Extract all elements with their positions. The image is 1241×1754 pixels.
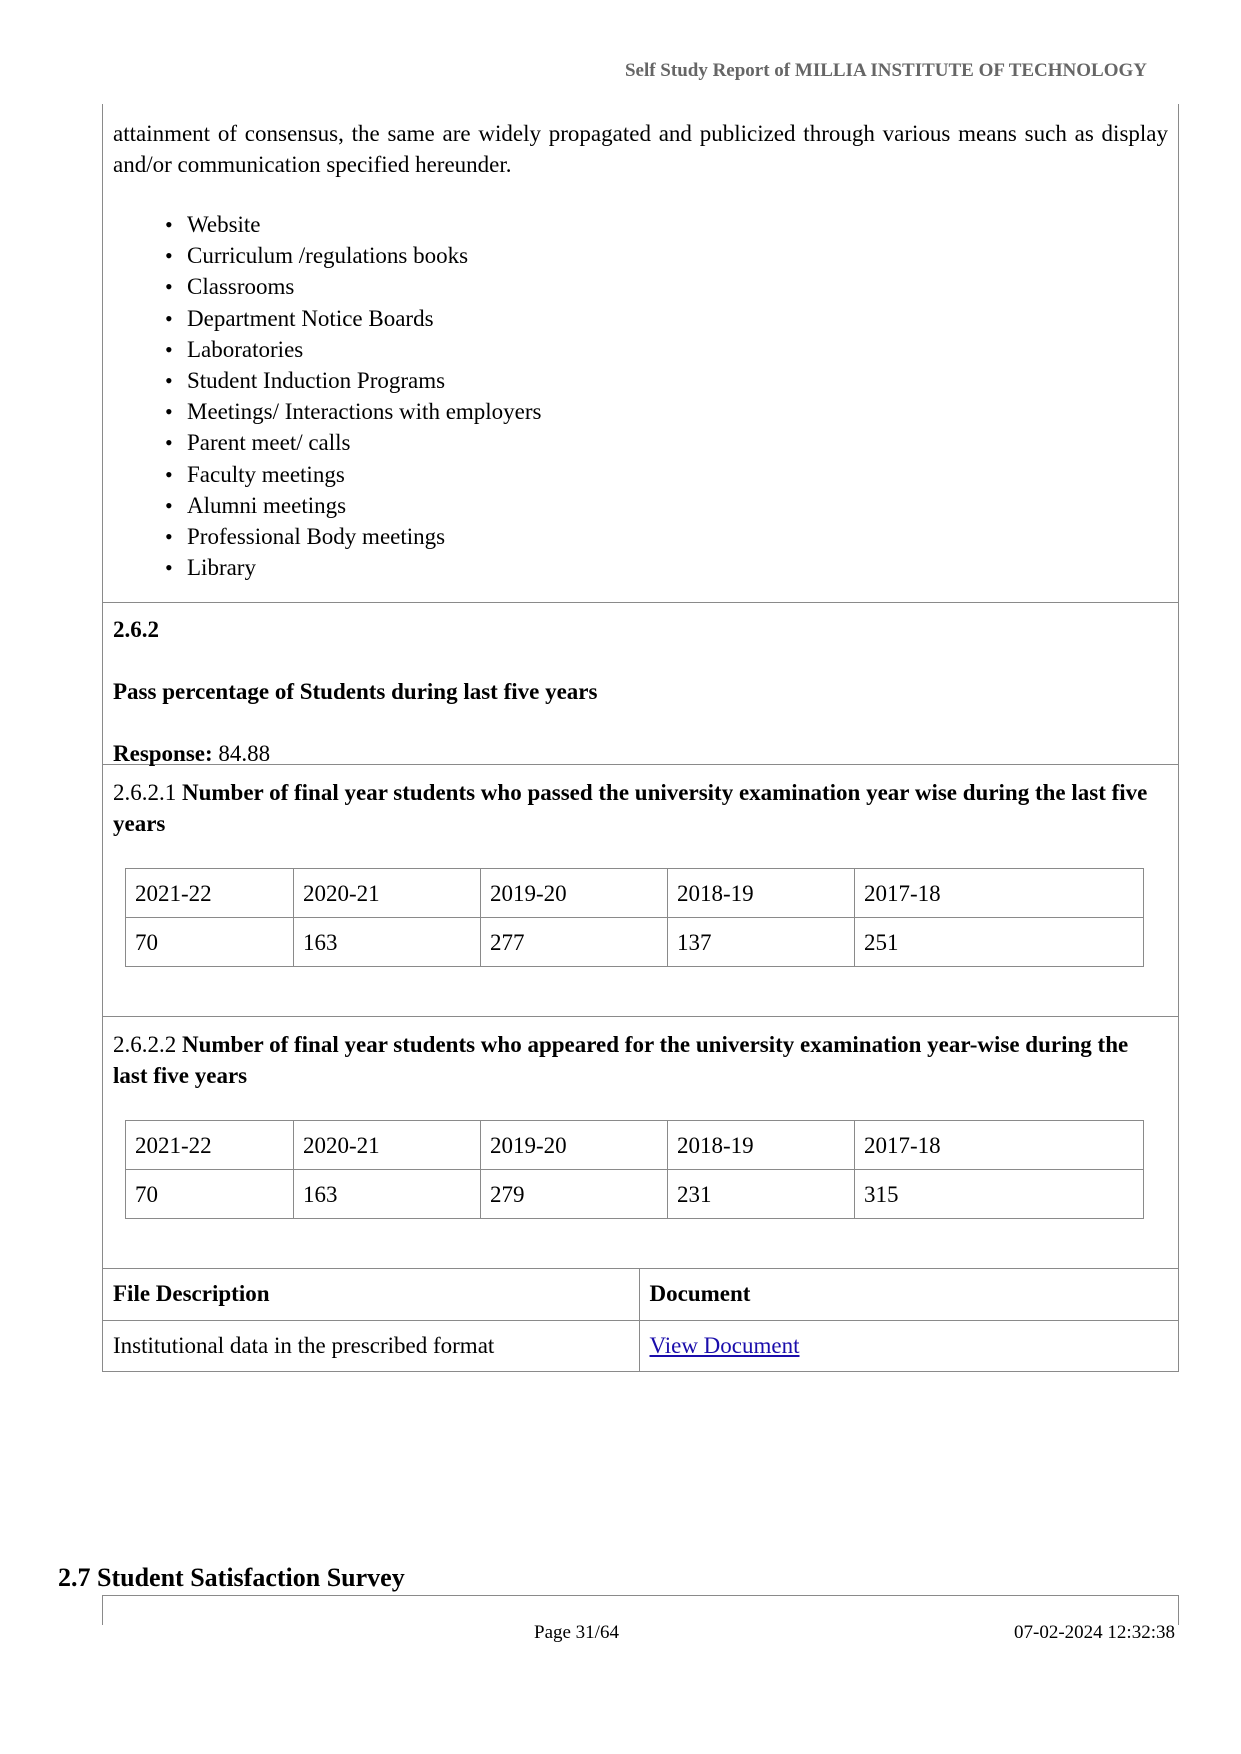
list-item: • Meetings/ Interactions with employers <box>113 396 1168 427</box>
sub-metric-text: Number of final year students who passed the university examination year wise during the last five years <box>113 780 1148 836</box>
year-cell: 2021-22 <box>126 1121 294 1170</box>
year-cell: 2020-21 <box>294 1121 481 1170</box>
metric-title: Pass percentage of Students during last five years <box>113 679 598 704</box>
value-cell: 279 <box>481 1170 668 1219</box>
file-description-cell: Institutional data in the prescribed format <box>103 1320 639 1371</box>
year-cell: 2017-18 <box>855 1121 1144 1170</box>
year-cell: 2018-19 <box>668 1121 855 1170</box>
list-item: • Curriculum /regulations books <box>113 240 1168 271</box>
page-number: Page 31/64 <box>534 1622 619 1643</box>
page-footer <box>0 1622 1241 1652</box>
value-cell: 251 <box>855 918 1144 967</box>
table-row <box>126 869 1144 918</box>
table-row <box>103 1320 1178 1371</box>
list-item: • Student Induction Programs <box>113 365 1168 396</box>
value-cell: 70 <box>126 918 294 967</box>
appeared-table <box>125 1120 1144 1219</box>
response-label: Response: <box>113 741 213 766</box>
year-cell: 2017-18 <box>855 869 1144 918</box>
value-cell: 137 <box>668 918 855 967</box>
intro-paragraph: attainment of consensus, the same are widely propagated and publicized through various means such as display and/or communication specified hereunder. <box>113 121 1168 177</box>
response-value: 84.88 <box>218 741 271 766</box>
sub-metric-title <box>113 765 1168 839</box>
list-item: • Library <box>113 552 1168 583</box>
list-item: • Department Notice Boards <box>113 303 1168 334</box>
metric-section <box>103 603 1178 765</box>
year-cell: 2020-21 <box>294 869 481 918</box>
sub-metric-passed <box>103 765 1178 1017</box>
metric-id: 2.6.2 <box>113 617 159 642</box>
section-heading: 2.7 Student Satisfaction Survey <box>58 1563 405 1592</box>
passed-table <box>125 868 1144 967</box>
list-item: • Classrooms <box>113 271 1168 302</box>
list-item: • Laboratories <box>113 334 1168 365</box>
criteria-box <box>102 104 1179 1372</box>
table-row <box>126 1170 1144 1219</box>
timestamp: 07-02-2024 12:32:38 <box>1014 1622 1175 1643</box>
year-cell: 2021-22 <box>126 869 294 918</box>
list-item: • Alumni meetings <box>113 490 1168 521</box>
list-item: • Parent meet/ calls <box>113 427 1168 458</box>
document-header: Document <box>639 1269 1178 1320</box>
table-row <box>126 918 1144 967</box>
list-item: • Website <box>113 209 1168 240</box>
intro-section <box>103 118 1178 603</box>
value-cell: 163 <box>294 918 481 967</box>
file-description-table <box>103 1269 1178 1372</box>
file-description-header: File Description <box>103 1269 639 1320</box>
sub-metric-id: 2.6.2.2 <box>113 1032 177 1057</box>
value-cell: 231 <box>668 1170 855 1219</box>
document-cell <box>639 1320 1178 1371</box>
sub-metric-title <box>113 1017 1168 1091</box>
next-section-box <box>102 1595 1179 1625</box>
page-header: Self Study Report of MILLIA INSTITUTE OF TECHNOLOGY <box>624 60 1147 81</box>
list-item: • Faculty meetings <box>113 459 1168 490</box>
year-cell: 2019-20 <box>481 869 668 918</box>
value-cell: 163 <box>294 1170 481 1219</box>
value-cell: 315 <box>855 1170 1144 1219</box>
communication-list <box>113 209 1168 583</box>
year-cell: 2018-19 <box>668 869 855 918</box>
table-row <box>103 1269 1178 1320</box>
value-cell: 70 <box>126 1170 294 1219</box>
sub-metric-text: Number of final year students who appeared for the university examination year-wise during the last five years <box>113 1032 1129 1088</box>
view-document-link[interactable]: View Document <box>649 1332 800 1358</box>
year-cell: 2019-20 <box>481 1121 668 1170</box>
sub-metric-id: 2.6.2.1 <box>113 780 177 805</box>
table-row <box>126 1121 1144 1170</box>
sub-metric-appeared <box>103 1017 1178 1269</box>
list-item: • Professional Body meetings <box>113 521 1168 552</box>
value-cell: 277 <box>481 918 668 967</box>
